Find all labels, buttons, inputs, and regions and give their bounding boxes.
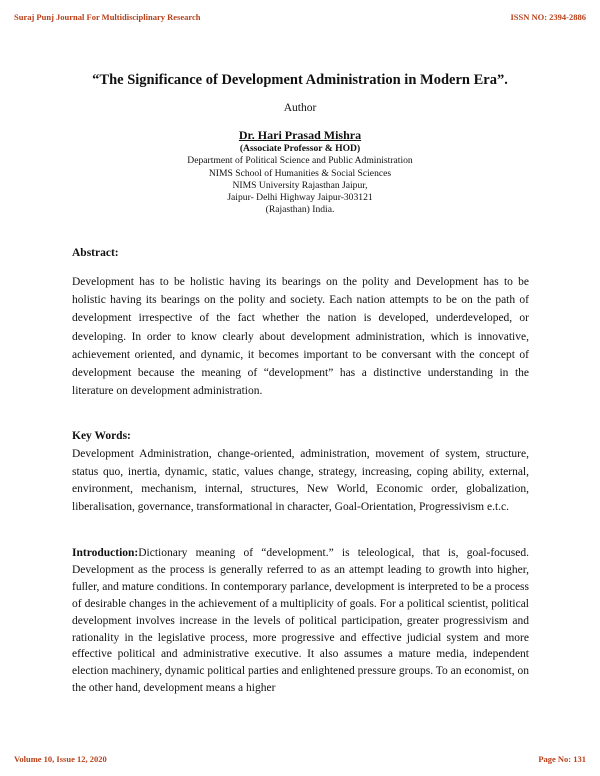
author-name: Dr. Hari Prasad Mishra	[238, 128, 362, 142]
affiliation-line: NIMS School of Humanities & Social Sciences	[208, 167, 392, 179]
introduction-text: Dictionary meaning of “development.” is teleological, that is, goal-focused. Development as the process is generally referred to as an attempt leading to growth into higher, fuller, and mature conditions. In contemporary parlance, development is interpreted to be a process of desirable changes in the achievement of a multiplicity of goals. For a political scientist, political development involves increase in the levels of political participation, greater progressivism and rationality in the legislative process, more progressive and effective judicial system and more effective political and administrative executive. It also assumes a mature media, independent election machinery, dynamic political parties and enlightened pressure groups. To an economist, on the other hand, development means a higher	[72, 547, 529, 695]
abstract-text: Development has to be holistic having its bearings on the polity and Development has to be holistic having its bearings on the polity and society. Each nation attempts to be on the path of development irrespective of the fact whether the nation is developed, underdeveloped, or developing. In order to know clearly about development administration, which is innovative, achievement oriented, and dynamic, it becomes important to be conversant with the concept of development because the meaning of “development” has a distinctive understanding in the literature on development administration.	[72, 276, 529, 398]
introduction-heading: Introduction:	[72, 547, 139, 559]
author-affiliation	[0, 143, 600, 217]
keywords-heading: Key Words:	[72, 430, 131, 442]
affiliation-line: (Rajasthan) India.	[265, 204, 335, 216]
volume-issue: Volume 10, Issue 12, 2020	[14, 754, 107, 764]
paper-title: “The Significance of Development Administration in Modern Era”.	[92, 72, 508, 88]
author-designation: (Associate Professor & HOD)	[239, 143, 361, 154]
introduction-paragraph	[72, 545, 529, 697]
affiliation-line: Jaipur- Delhi Highway Jaipur-303121	[227, 192, 373, 204]
journal-name: Suraj Punj Journal For Multidisciplinary Research	[14, 12, 201, 22]
abstract-heading: Abstract:	[72, 247, 119, 259]
keywords-text: Development Administration, change-oriented, administration, movement of system, structure, status quo, inertia, dynamic, static, values change, strategy, increasing, coping ability, external, environment, mechanism, internal, structures, New World, Economic order, globalization, liberalisation, governance, transformational in character, Goal-Orientation, Progressivism e.t.c.	[72, 448, 529, 514]
page-number: Page No: 131	[538, 754, 586, 764]
affiliation-line: NIMS University Rajasthan Jaipur,	[232, 179, 368, 191]
affiliation-line: Department of Political Science and Public Administration	[187, 155, 413, 167]
author-label: Author	[283, 102, 317, 114]
issn-number: ISSN NO: 2394-2886	[510, 12, 586, 22]
